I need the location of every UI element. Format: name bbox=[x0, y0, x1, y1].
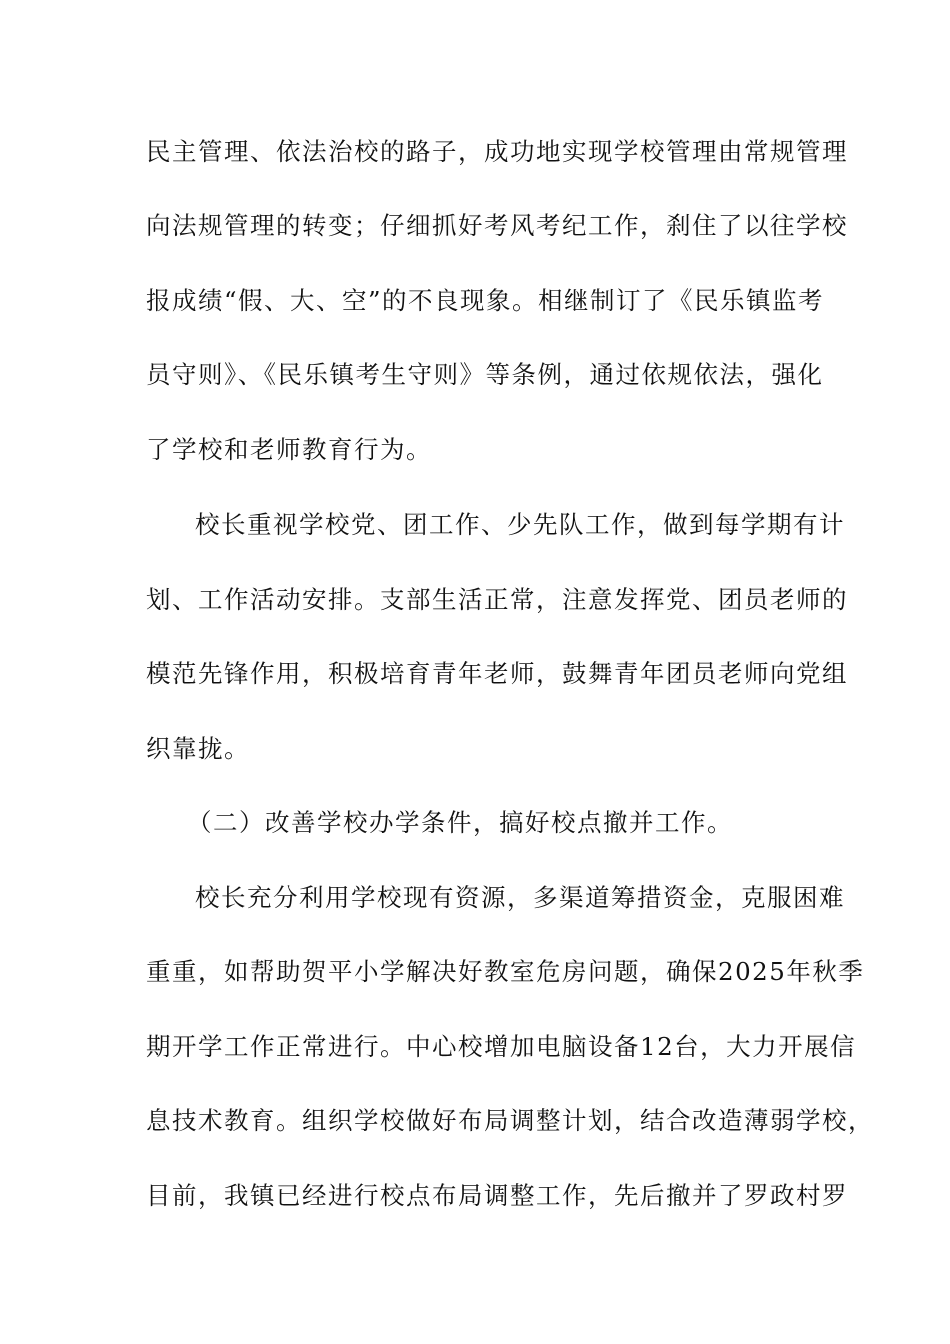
paragraph-line: 校长充分利用学校现有资源，多渠道筹措资金，克服困难 bbox=[195, 883, 845, 912]
paragraph-line: 校长重视学校党、团工作、少先队工作，做到每学期有计 bbox=[195, 510, 845, 539]
paragraph-line: 息技术教育。组织学校做好布局调整计划，结合改造薄弱学校， bbox=[146, 1106, 874, 1135]
paragraph-line: 划、工作活动安排。支部生活正常，注意发挥党、团员老师的 bbox=[146, 585, 848, 614]
paragraph-line: 重重，如帮助贺平小学解决好教室危房问题，确保2025年秋季 bbox=[146, 957, 865, 986]
paragraph-line: 目前，我镇已经进行校点布局调整工作，先后撤并了罗政村罗 bbox=[146, 1181, 848, 1210]
paragraph-line: 织靠拢。 bbox=[146, 734, 250, 763]
section-heading: （二）改善学校办学条件，搞好校点撤并工作。 bbox=[187, 808, 733, 837]
paragraph-line: 了学校和老师教育行为。 bbox=[146, 435, 432, 464]
paragraph-line: 模范先锋作用，积极培育青年老师，鼓舞青年团员老师向党组 bbox=[146, 659, 848, 688]
paragraph-line: 向法规管理的转变；仔细抓好考风考纪工作，刹住了以往学校 bbox=[146, 211, 848, 240]
paragraph-line: 报成绩“假、大、空”的不良现象。相继制订了《民乐镇监考 bbox=[146, 286, 825, 315]
paragraph-line: 民主管理、依法治校的路子，成功地实现学校管理由常规管理 bbox=[146, 137, 848, 166]
paragraph-line: 期开学工作正常进行。中心校增加电脑设备12台，大力开展信 bbox=[146, 1032, 857, 1061]
paragraph-line: 员守则》、《民乐镇考生守则》等条例，通过依规依法，强化 bbox=[146, 360, 824, 389]
